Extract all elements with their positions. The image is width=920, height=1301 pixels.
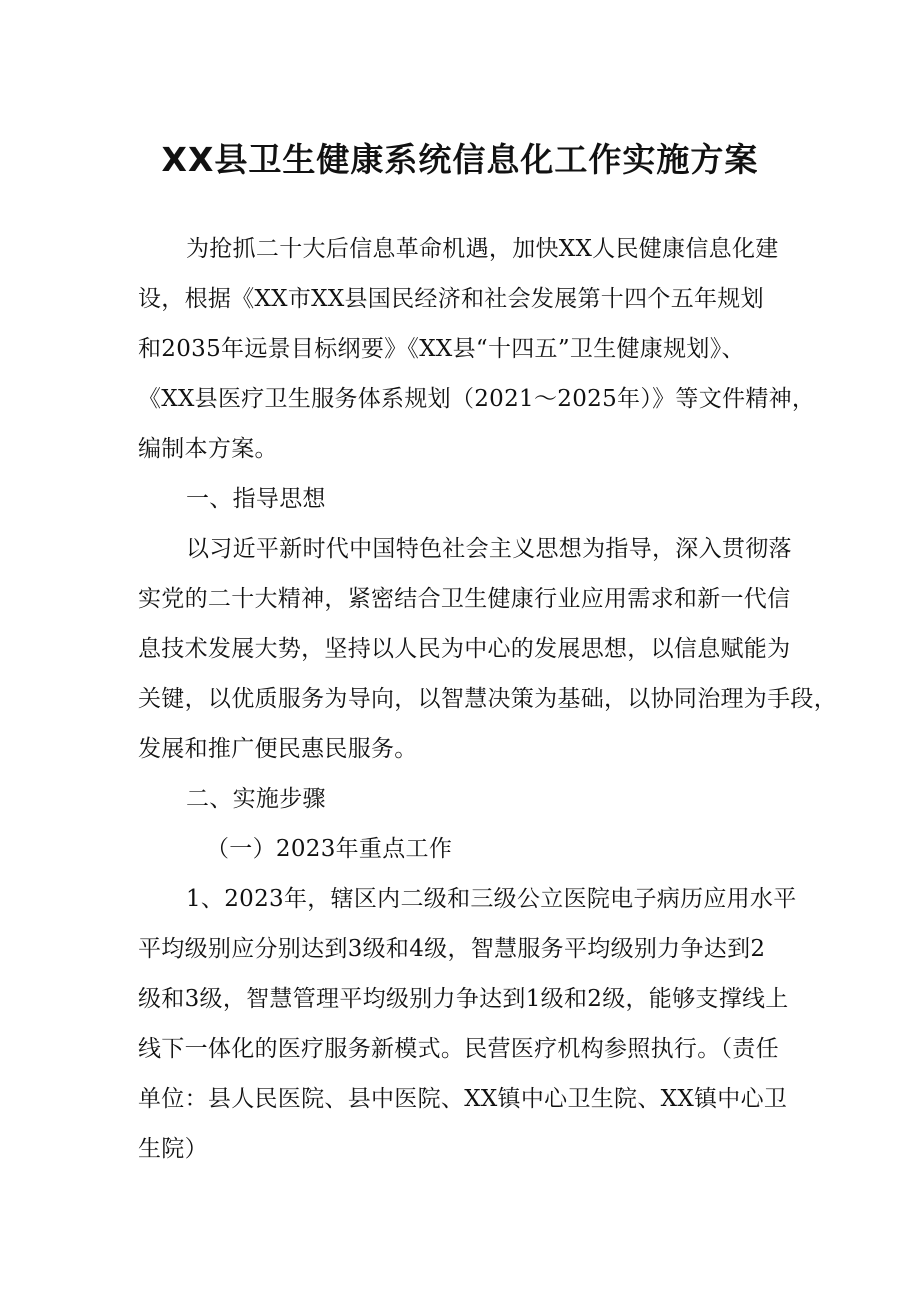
paragraph-line: 编制本方案。 (138, 436, 278, 462)
paragraph-line: 1、2023年，辖区内二级和三级公立医院电子病历应用水平 (186, 886, 797, 912)
paragraph-line: 《XX县医疗卫生服务体系规划（2021～2025年）》等文件精神， (138, 386, 816, 412)
paragraph-line: 和2035年远景目标纲要》《XX县“十四五”卫生健康规划》、 (138, 336, 745, 362)
paragraph-line: 设，根据《XX市XX县国民经济和社会发展第十四个五年规划 (138, 286, 764, 312)
paragraph-line: 级和3级，智慧管理平均级别力争达到1级和2级，能够支撑线上 (138, 986, 789, 1012)
paragraph-line: 发展和推广便民惠民服务。 (138, 736, 418, 762)
paragraph-line: 生院） (138, 1136, 208, 1162)
paragraph-line: 以习近平新时代中国特色社会主义思想为指导，深入贯彻落 (186, 536, 792, 562)
paragraph-line: 息技术发展大势，坚持以人民为中心的发展思想，以信息赋能为 (138, 636, 791, 662)
section-heading-guiding-ideology: 一、指导思想 (186, 486, 326, 512)
section-heading-implementation-steps: 二、实施步骤 (186, 786, 326, 812)
paragraph-line: 单位：县人民医院、县中医院、XX镇中心卫生院、XX镇中心卫 (138, 1086, 788, 1112)
paragraph-line: 平均级别应分别达到3级和4级，智慧服务平均级别力争达到2 (138, 936, 766, 962)
paragraph-line: 实党的二十大精神，紧密结合卫生健康行业应用需求和新一代信 (138, 586, 791, 612)
paragraph-line: 关键，以优质服务为导向，以智慧决策为基础，以协同治理为手段， (138, 686, 837, 712)
document-title: XX县卫生健康系统信息化工作实施方案 (161, 140, 759, 179)
paragraph-line: 线下一体化的医疗服务新模式。民营医疗机构参照执行。（责任 (138, 1036, 779, 1062)
subsection-heading-2023-key-work: （一）2023年重点工作 (206, 836, 453, 862)
paragraph-line: 为抢抓二十大后信息革命机遇，加快XX人民健康信息化建 (186, 236, 779, 262)
